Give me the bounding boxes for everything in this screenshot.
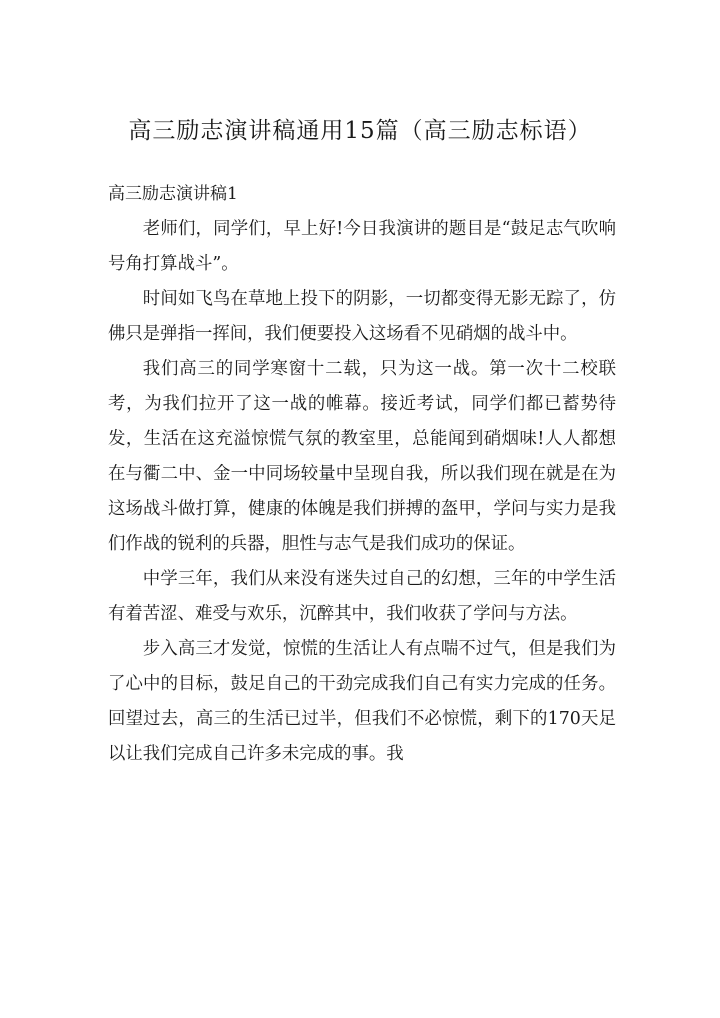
paragraph: 时间如飞鸟在草地上投下的阴影，一切都变得无影无踪了，仿佛只是弹指一挥间，我们便要投入这场看不见硝烟的战斗中。 xyxy=(108,289,616,344)
document-body xyxy=(108,212,616,772)
section-heading: 高三励志演讲稿1 xyxy=(108,184,238,204)
paragraph: 步入高三才发觉，惊慌的生活让人有点喘不过气，但是我们为了心中的目标，鼓足自己的干劲完成我们自己有实力完成的任务。回望过去，高三的生活已过半，但我们不必惊慌，剩下的170天足以让我们完成自己许多未完成的事。我 xyxy=(108,639,616,764)
paragraph: 我们高三的同学寒窗十二载，只为这一战。第一次十二校联考，为我们拉开了这一战的帷幕。接近考试，同学们都已蓄势待发，生活在这充溢惊慌气氛的教室里，总能闻到硝烟味!人人都想在与衢二中、金一中同场较量中呈现自我，所以我们现在就是在为这场战斗做打算，健康的体魄是我们拼搏的盔甲，学问与实力是我们作战的锐利的兵器，胆性与志气是我们成功的保证。 xyxy=(108,359,616,554)
document-title: 高三励志演讲稿通用15篇（高三励志标语） xyxy=(128,118,592,144)
paragraph: 老师们，同学们，早上好!今日我演讲的题目是“鼓足志气吹响号角打算战斗”。 xyxy=(108,219,616,274)
paragraph: 中学三年，我们从来没有迷失过自己的幻想，三年的中学生活有着苦涩、难受与欢乐，沉醉其中，我们收获了学问与方法。 xyxy=(108,569,616,624)
